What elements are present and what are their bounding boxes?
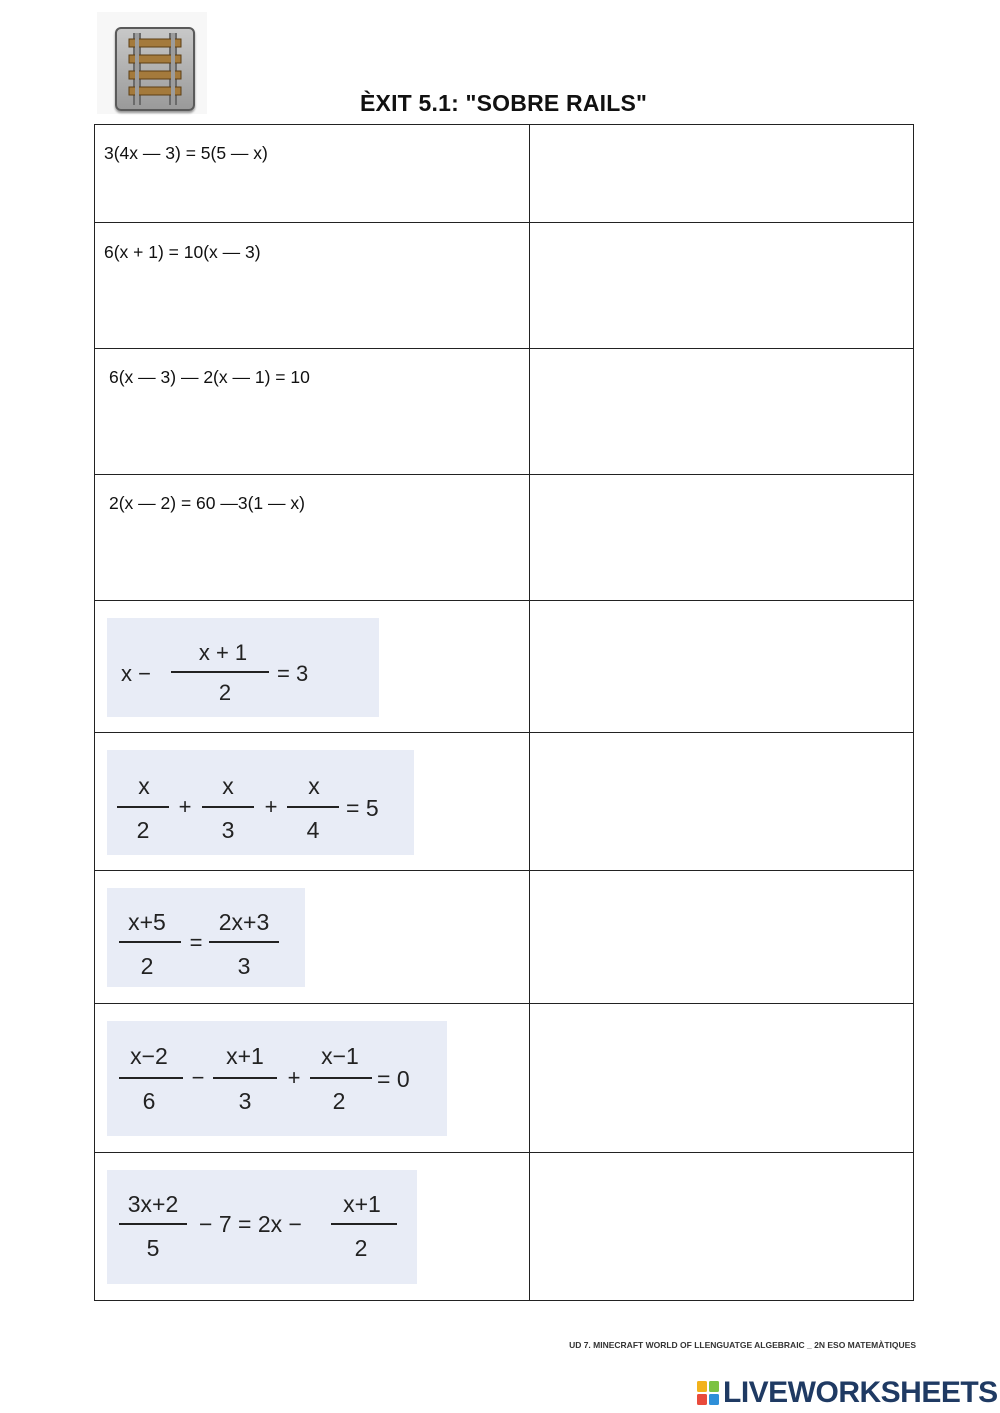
eq7-den-2: 3: [237, 953, 251, 979]
eq7-den-1: 2: [140, 953, 154, 979]
eq8-den-2: 3: [238, 1088, 252, 1114]
rail-icon-frame: [97, 12, 207, 114]
table-row: [95, 348, 913, 475]
equation-4: 2(x — 2) = 60 —3(1 — x): [109, 493, 305, 513]
eq9-den-2: 2: [354, 1235, 368, 1261]
eq9-middle: − 7 = 2x −: [199, 1211, 302, 1237]
equation-1: 3(4x — 3) = 5(5 — x): [104, 143, 268, 163]
table-row: [95, 125, 913, 223]
equation-8: [107, 1021, 447, 1136]
eq5-numerator: x + 1: [198, 640, 248, 665]
eq8-rhs: = 0: [377, 1066, 410, 1092]
eq8-num-3: x−1: [321, 1043, 359, 1069]
eq6-den-2: 3: [221, 817, 235, 843]
table-row: [95, 870, 913, 1004]
eq6-den-1: 2: [136, 817, 150, 843]
eq9-den-1: 5: [146, 1235, 160, 1261]
eq6-rhs: = 5: [346, 795, 379, 821]
table-row: [95, 1003, 913, 1153]
answer-field-4[interactable]: [531, 475, 913, 601]
eq8-den-1: 6: [142, 1088, 156, 1114]
eq8-op-2: +: [287, 1065, 301, 1090]
answer-field-3[interactable]: [531, 349, 913, 475]
page-title: ÈXIT 5.1: "SOBRE RAILS": [360, 90, 648, 116]
eq5-lead: x −: [121, 661, 151, 686]
table-row: [95, 1152, 913, 1300]
live-badge-icon: [697, 1381, 719, 1405]
eq6-op-1: +: [178, 794, 192, 819]
answer-field-8[interactable]: [531, 1004, 913, 1153]
footer-note: UD 7. MINECRAFT WORLD OF LLENGUATGE ALGEBRAIC _ 2N ESO MATEMÀTIQUES: [569, 1340, 916, 1350]
eq8-den-3: 2: [332, 1088, 346, 1114]
equation-5: [107, 618, 379, 717]
eq6-num-3: x: [308, 773, 320, 799]
equation-9: [107, 1170, 417, 1284]
eq6-op-2: +: [264, 794, 278, 819]
answer-field-2[interactable]: [531, 223, 913, 349]
eq6-den-3: 4: [306, 817, 320, 843]
table-row: [95, 222, 913, 349]
eq8-num-1: x−2: [130, 1043, 168, 1069]
table-row: [95, 732, 913, 871]
answer-field-7[interactable]: [531, 871, 913, 1004]
eq5-rhs: = 3: [277, 661, 309, 686]
answer-field-1[interactable]: [531, 125, 913, 223]
answer-field-5[interactable]: [531, 601, 913, 733]
eq7-equals: =: [189, 930, 203, 955]
eq8-num-2: x+1: [226, 1043, 264, 1069]
eq9-num-1: 3x+2: [127, 1191, 179, 1217]
column-divider: [529, 125, 530, 1300]
equation-6: [107, 750, 414, 855]
eq6-num-2: x: [222, 773, 234, 799]
eq8-op-1: −: [191, 1065, 205, 1090]
answer-field-9[interactable]: [531, 1153, 913, 1300]
equation-2: 6(x + 1) = 10(x — 3): [104, 242, 261, 262]
equation-3: 6(x — 3) — 2(x — 1) = 10: [109, 367, 310, 387]
eq5-denominator: 2: [218, 680, 232, 705]
answer-field-6[interactable]: [531, 733, 913, 871]
eq9-num-2: x+1: [343, 1191, 381, 1217]
exercise-table: [94, 124, 914, 1301]
rail-track-icon: [115, 27, 195, 111]
brand-name: LIVEWORKSHEETS: [723, 1376, 998, 1409]
table-row: [95, 474, 913, 601]
table-row: [95, 600, 913, 733]
liveworksheets-logo[interactable]: [697, 1376, 998, 1410]
eq6-num-1: x: [138, 773, 150, 799]
equation-7: [107, 888, 305, 987]
eq7-num-2: 2x+3: [218, 909, 270, 935]
eq7-num-1: x+5: [128, 909, 166, 935]
